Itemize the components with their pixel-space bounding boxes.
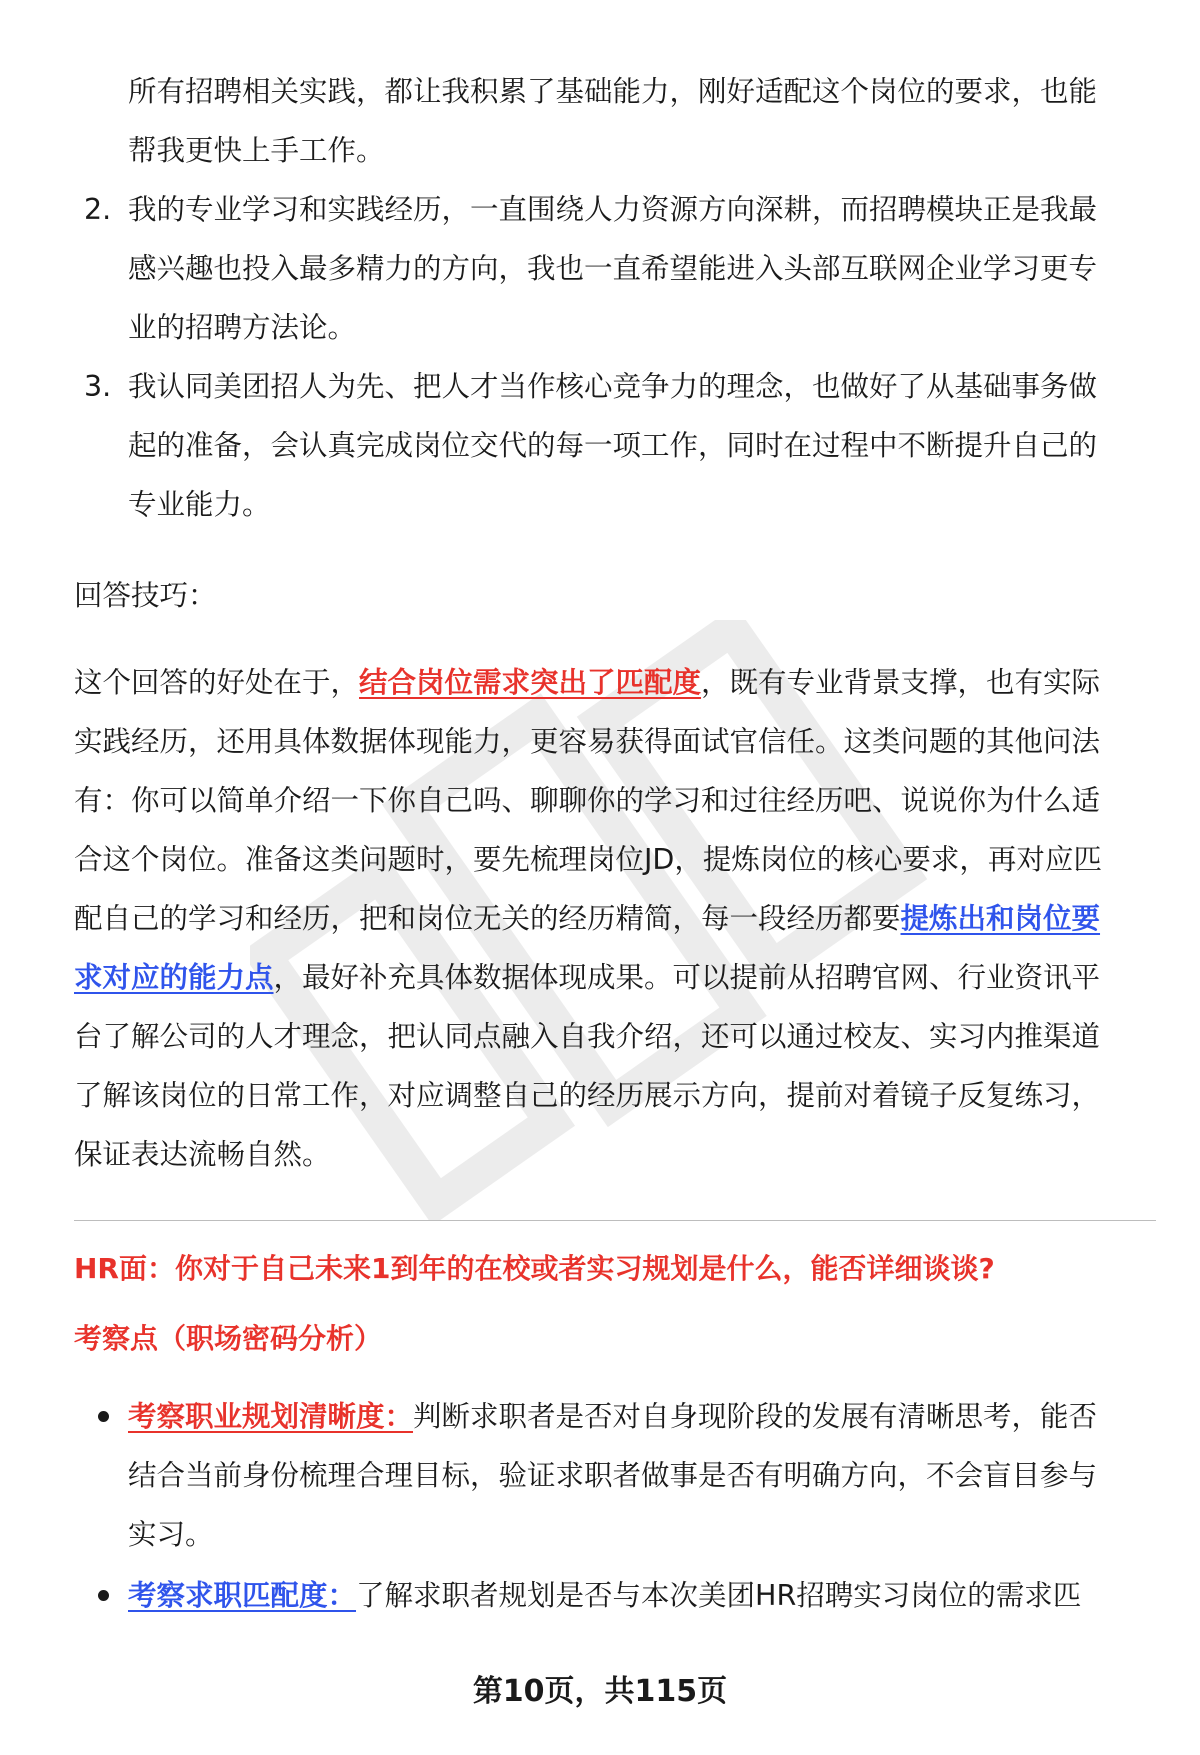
text-span: 了解求职者规划是否与本次美团HR招聘实习岗位的需求匹 xyxy=(356,1579,1082,1612)
list-number: 2. xyxy=(84,193,112,226)
text-span: ，最好补充具体数据体现成果。可以提前从招聘官网、行业资讯平 xyxy=(273,961,1101,994)
text-line xyxy=(74,889,1154,948)
bullet-label: 考察求职匹配度： xyxy=(128,1579,357,1612)
list-item-3 xyxy=(74,357,1154,534)
text-line: 保证表达流畅自然。 xyxy=(74,1138,331,1171)
bullet-item xyxy=(74,1387,1154,1564)
hr-question-heading: HR面：你对于自己未来1到年的在校或者实习规划是什么，能否详细谈谈? xyxy=(74,1252,995,1285)
list-item-continuation xyxy=(74,62,1154,180)
text-span: 这个回答的好处在于， xyxy=(74,666,360,699)
highlight-blue: 求对应的能力点 xyxy=(74,961,274,994)
text-line: 我认同美团招人为先、把人才当作核心竞争力的理念，也做好了从基础事务做 xyxy=(128,370,1098,403)
text-span: 配自己的学习和经历，把和岗位无关的经历精简，每一段经历都要 xyxy=(74,902,901,935)
bullet-dot-icon xyxy=(98,1590,109,1601)
text-line: 我的专业学习和实践经历，一直围绕人力资源方向深耕，而招聘模块正是我最 xyxy=(128,193,1098,226)
text-line: 实习。 xyxy=(128,1518,214,1551)
text-line: 感兴趣也投入最多精力的方向，我也一直希望能进入头部互联网企业学习更专 xyxy=(128,252,1098,285)
numbered-list xyxy=(74,62,1154,534)
page-footer: 第10页，共115页 xyxy=(472,1674,728,1709)
section-divider xyxy=(74,1220,1156,1221)
text-line xyxy=(128,1566,1154,1625)
text-line: 专业能力。 xyxy=(128,488,271,521)
text-line: 结合当前身份梳理合理目标，验证求职者做事是否有明确方向，不会盲目参与 xyxy=(128,1459,1098,1492)
text-line xyxy=(128,1387,1154,1446)
text-line: 有：你可以简单介绍一下你自己吗、聊聊你的学习和过往经历吧、说说你为什么适 xyxy=(74,784,1101,817)
text-line: 实践经历，还用具体数据体现能力，更容易获得面试官信任。这类问题的其他问法 xyxy=(74,725,1101,758)
text-line xyxy=(74,653,1154,712)
text-line: 业的招聘方法论。 xyxy=(128,311,357,344)
highlight-red: 结合岗位需求突出了匹配度 xyxy=(359,666,702,699)
bullet-label: 考察职业规划清晰度： xyxy=(128,1400,414,1433)
tips-label: 回答技巧： xyxy=(74,579,217,612)
bullet-dot-icon xyxy=(98,1411,109,1422)
text-line: 起的准备，会认真完成岗位交代的每一项工作，同时在过程中不断提升自己的 xyxy=(128,429,1098,462)
bullet-list xyxy=(74,1387,1154,1625)
text-span: ，既有专业背景支撑，也有实际 xyxy=(701,666,1101,699)
content-area xyxy=(74,62,1154,1625)
text-line: 所有招聘相关实践，都让我积累了基础能力，刚好适配这个岗位的要求，也能 xyxy=(128,75,1098,108)
text-line: 帮我更快上手工作。 xyxy=(128,134,385,167)
text-line: 台了解公司的人才理念，把认同点融入自我介绍，还可以通过校友、实习内推渠道 xyxy=(74,1020,1101,1053)
text-line: 了解该岗位的日常工作，对应调整自己的经历展示方向，提前对着镜子反复练习， xyxy=(74,1079,1101,1112)
bullet-item xyxy=(74,1566,1154,1625)
text-line xyxy=(74,948,1154,1007)
exam-points-heading: 考察点（职场密码分析） xyxy=(74,1322,383,1355)
text-line: 合这个岗位。准备这类问题时，要先梳理岗位JD，提炼岗位的核心要求，再对应匹 xyxy=(74,843,1102,876)
tips-paragraph xyxy=(74,653,1154,1184)
list-number: 3. xyxy=(84,370,112,403)
text-span: 判断求职者是否对自身现阶段的发展有清晰思考，能否 xyxy=(413,1400,1098,1433)
list-item-2 xyxy=(74,180,1154,357)
highlight-blue: 提炼出和岗位要 xyxy=(900,902,1101,935)
